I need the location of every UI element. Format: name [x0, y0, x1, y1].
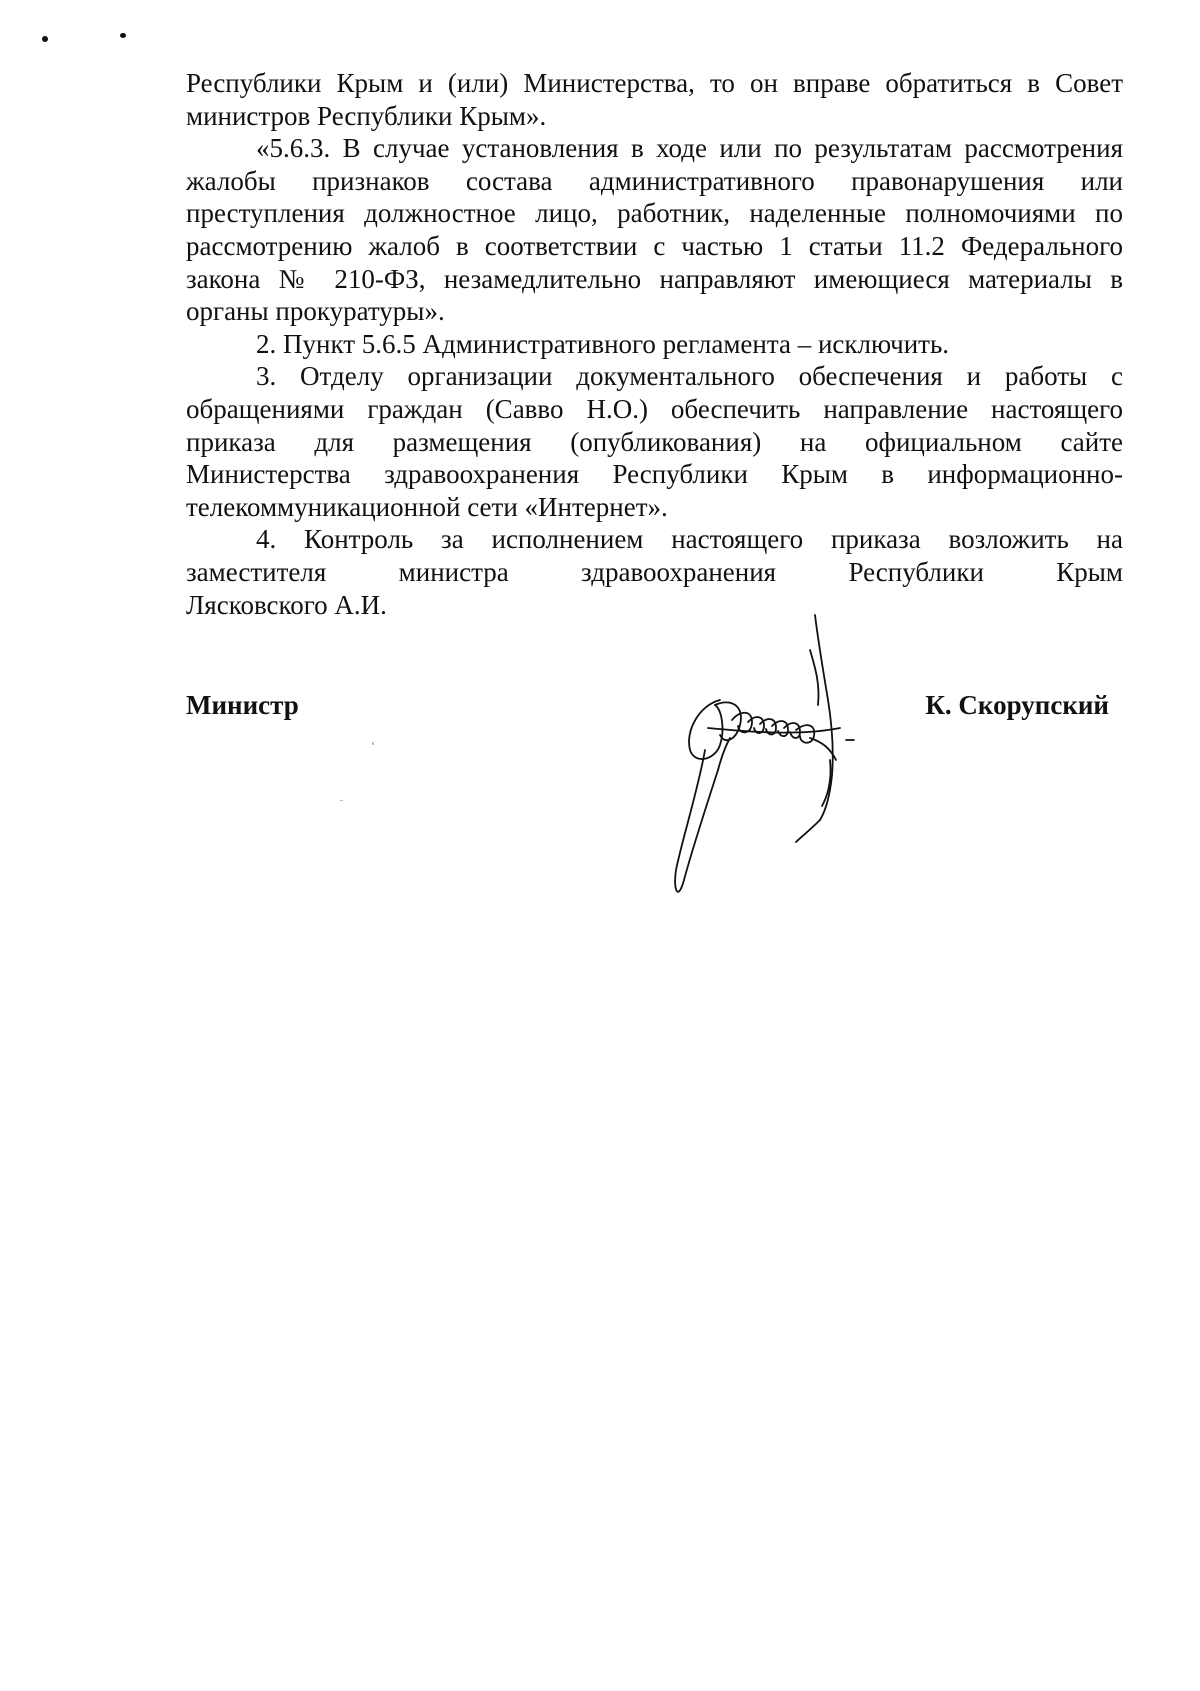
- text-line: Лясковского А.И.: [186, 589, 387, 620]
- scan-artifact-dot: [42, 36, 48, 42]
- text-line: приказа для размещения (опубликования) на официальном сайте: [186, 426, 1123, 457]
- handwritten-signature: [660, 610, 890, 920]
- signatory-name: К. Скорупский: [925, 690, 1109, 720]
- text-line: жалобы признаков состава административного правонарушения или: [186, 165, 1123, 196]
- paragraph-item-3: [186, 360, 1123, 523]
- text-line: преступления должностное лицо, работник, наделенные полномочиями по: [186, 198, 1123, 229]
- text-line: Министерства здравоохранения Республики Крым в информационно-: [186, 459, 1123, 490]
- paragraph-item-2: [186, 328, 1123, 361]
- paragraph-item-4: [186, 523, 1123, 621]
- scan-artifact-mark: [340, 800, 343, 801]
- text-line: «5.6.3. В случае установления в ходе или по результатам рассмотрения: [256, 133, 1123, 164]
- text-line: 3. Отделу организации документального обеспечения и работы с: [256, 361, 1123, 392]
- signature-block: [186, 690, 1123, 730]
- text-line: закона № 210-ФЗ, незамедлительно направляют имеющиеся материалы в: [186, 263, 1123, 294]
- text-line: заместителя министра здравоохранения Республики Крым: [186, 556, 1123, 587]
- text-line: обращениями граждан (Савво Н.О.) обеспечить направление настоящего: [186, 393, 1123, 424]
- paragraph-5-6-3: [186, 132, 1123, 328]
- paragraph-continuation: [186, 67, 1123, 132]
- signatory-title: Министр: [186, 690, 299, 720]
- text-line: телекоммуникационной сети «Интернет».: [186, 491, 668, 522]
- document-body: [186, 67, 1123, 621]
- text-line: Республики Крым и (или) Министерства, то он вправе обратиться в Совет: [186, 68, 1123, 98]
- scan-artifact-dot: [120, 33, 126, 38]
- scan-artifact-mark: [372, 742, 374, 745]
- text-line: 2. Пункт 5.6.5 Административного регламента – исключить.: [256, 328, 950, 359]
- text-line: 4. Контроль за исполнением настоящего приказа возложить на: [256, 524, 1123, 555]
- text-line: рассмотрению жалоб в соответствии с частью 1 статьи 11.2 Федерального: [186, 230, 1123, 261]
- text-line: органы прокуратуры».: [186, 296, 445, 327]
- text-line: министров Республики Крым».: [186, 100, 547, 131]
